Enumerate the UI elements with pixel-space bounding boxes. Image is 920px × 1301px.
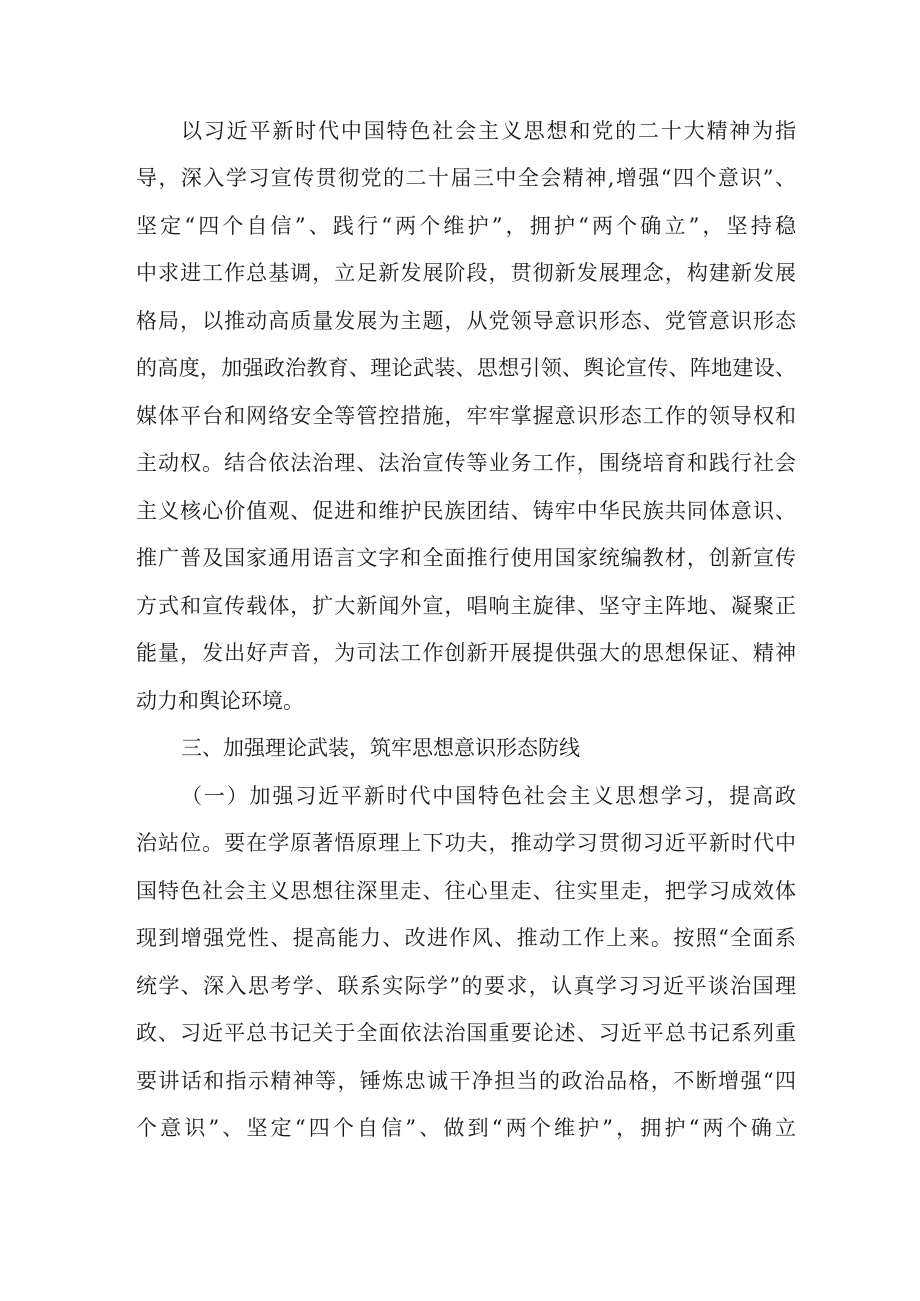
- paragraph-2-line: （一）加强习近平新时代中国特色社会主义思想学习，提高政: [181, 784, 796, 808]
- paragraph-2-line: 政、习近平总书记关于全面依法治国重要论述、习近平总书记系列重: [136, 1021, 796, 1045]
- paragraph-2-line: 统学、深入思考学、联系实际学”的要求，认真学习习近平谈治国理: [136, 974, 796, 998]
- paragraph-1-line: 坚定“四个自信”、践行“两个维护”，拥护“两个确立”，坚持稳: [136, 214, 796, 238]
- paragraph-2-line: 治站位。要在学原著悟原理上下功夫，推动学习贯彻习近平新时代中: [136, 831, 796, 855]
- section-heading: 三、加强理论武装，筑牢思想意识形态防线: [181, 736, 580, 760]
- paragraph-2-line: 国特色社会主义思想往深里走、往心里走、往实里走，把学习成效体: [136, 879, 796, 903]
- paragraph-2-line: 现到增强党性、提高能力、改进作风、推动工作上来。按照“全面系: [136, 926, 796, 950]
- paragraph-1-line: 以习近平新时代中国特色社会主义思想和党的二十大精神为指: [181, 119, 796, 143]
- paragraph-1-line: 导，深入学习宣传贯彻党的二十届三中全会精神,增强“四个意识”、: [136, 166, 796, 190]
- paragraph-1-line: 能量，发出好声音，为司法工作创新开展提供强大的思想保证、精神: [136, 641, 796, 665]
- paragraph-2-line: 要讲话和指示精神等，锤炼忠诚干净担当的政治品格，不断增强“四: [136, 1069, 796, 1093]
- paragraph-1-line: 主动权。结合依法治理、法治宣传等业务工作，围绕培育和践行社会: [136, 451, 796, 475]
- paragraph-1-line: 格局，以推动高质量发展为主题，从党领导意识形态、党管意识形态: [136, 309, 796, 333]
- paragraph-1-line: 推广普及国家通用语言文字和全面推行使用国家统编教材，创新宣传: [136, 546, 796, 570]
- paragraph-1-line: 主义核心价值观、促进和维护民族团结、铸牢中华民族共同体意识、: [136, 499, 796, 523]
- paragraph-1-line: 中求进工作总基调，立足新发展阶段，贯彻新发展理念，构建新发展: [136, 261, 796, 285]
- paragraph-1-line: 方式和宣传载体，扩大新闻外宣，唱响主旋律、坚守主阵地、凝聚正: [136, 594, 796, 618]
- paragraph-1-line: 媒体平台和网络安全等管控措施，牢牢掌握意识形态工作的领导权和: [136, 404, 796, 428]
- paragraph-1-line: 动力和舆论环境。: [136, 689, 304, 713]
- paragraph-1-line: 的高度，加强政治教育、理论武装、思想引领、舆论宣传、阵地建设、: [136, 356, 796, 380]
- paragraph-2-line: 个意识”、坚定“四个自信”、做到“两个维护”，拥护“两个确立: [136, 1116, 796, 1140]
